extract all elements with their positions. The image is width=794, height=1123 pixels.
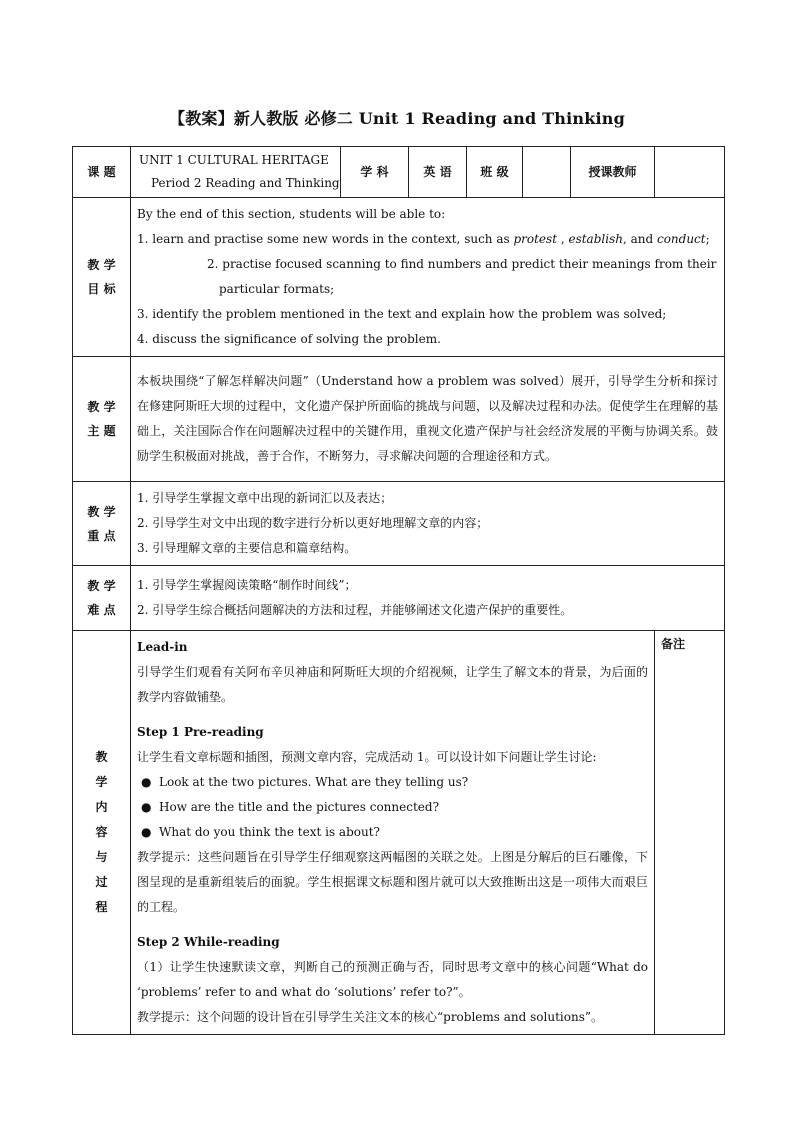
step2-title: Step 2 While-reading (137, 935, 280, 949)
objectives-label: 教 学 目 标 (73, 198, 131, 357)
teacher-value (655, 147, 725, 198)
key-points-label: 教 学 重 点 (73, 482, 131, 566)
leadin-text: 引导学生们观看有关阿布辛贝神庙和阿斯旺大坝的介绍视频，让学生了解文本的背景，为后面的教学内容做铺垫。 (137, 665, 648, 704)
objective-item-2: 2. practise focused scanning to find numbers and predict their meanings from their (207, 257, 717, 271)
topic-line1: UNIT 1 CULTURAL HERITAGE (139, 153, 329, 167)
difficulties-content (131, 566, 725, 631)
notes-label: 备注 (655, 631, 725, 1035)
objectives-row (73, 198, 725, 357)
theme-content: 本板块围绕“了解怎样解决问题”（Understand how a problem was solved）展开，引导学生分析和探讨在修建阿斯旺大坝的过程中，文化遗产保护所面临的挑战与问题，以及解决过程和办法。促使学生在理解的基础上，关注国际合作在问题解决过程中的关键作用，重视文化遗产保护与社会经济发展的平衡与协调关系。鼓励学生积极面对挑战，善于合作，不断努力，寻求解决问题的合理途径和方式。 (131, 357, 725, 482)
topic-value (131, 147, 341, 198)
process-label: 教 学 内 容 与 过 程 (73, 631, 131, 1035)
difficulties-label: 教 学 难 点 (73, 566, 131, 631)
key-points-content (131, 482, 725, 566)
process-row (73, 631, 725, 1035)
page-title: 【教案】新人教版 必修二 Unit 1 Reading and Thinking (169, 109, 625, 128)
subject-value: 英 语 (409, 147, 467, 198)
difficulties-row (73, 566, 725, 631)
theme-row (73, 357, 725, 482)
class-value (523, 147, 571, 198)
key-point-item: 2. 引导学生对文中出现的数字进行分析以更好地理解文章的内容； (137, 516, 489, 530)
difficulty-item: 1. 引导学生掌握阅读策略“制作时间线”； (137, 578, 357, 592)
objective-item-1: 1. learn and practise some new words in the context, such as protest , establish, and conduct; (137, 232, 710, 246)
teacher-label: 授课教师 (571, 147, 655, 198)
step1-tip: 教学提示：这些问题旨在引导学生仔细观察这两幅图的关联之处。上图是分解后的巨石雕像，下图呈现的是重新组装后的面貌。学生根据课文标题和图片就可以大致推断出这是一项伟大而艰巨的工程。 (137, 850, 648, 914)
step1-bullet: ● Look at the two pictures. What are they telling us? (141, 775, 469, 789)
step1-text: 让学生看文章标题和插图，预测文章内容，完成活动 1。可以设计如下问题让学生讨论: (137, 750, 597, 764)
objective-item-2-cont: particular formats; (219, 282, 335, 296)
objective-item-3: 3. identify the problem mentioned in the text and explain how the problem was solved; (137, 307, 667, 321)
topic-line2: Period 2 Reading and Thinking (151, 176, 340, 190)
leadin-title: Lead-in (137, 640, 188, 654)
theme-label: 教 学 主 题 (73, 357, 131, 482)
key-points-row (73, 482, 725, 566)
difficulty-item: 2. 引导学生综合概括问题解决的方法和过程，并能够阐述文化遗产保护的重要性。 (137, 603, 573, 617)
step1-title: Step 1 Pre-reading (137, 725, 264, 739)
step2-tip: 教学提示：这个问题的设计旨在引导学生关注文本的核心“problems and solutions”。 (137, 1010, 603, 1024)
step1-bullet: ● How are the title and the pictures connected? (141, 800, 439, 814)
subject-label: 学 科 (341, 147, 409, 198)
objective-item-4: 4. discuss the significance of solving the problem. (137, 332, 441, 346)
header-row (73, 147, 725, 198)
class-label: 班 级 (467, 147, 523, 198)
process-content (131, 631, 655, 1035)
key-point-item: 3. 引导理解文章的主要信息和篇章结构。 (137, 541, 357, 555)
step1-bullet: ● What do you think the text is about? (141, 825, 380, 839)
lesson-plan-table (72, 146, 725, 1035)
topic-label: 课 题 (73, 147, 131, 198)
step2-text: （1）让学生快速默读文章，判断自己的预测正确与否，同时思考文章中的核心问题“What do ‘problems’ refer to and what do ‘solutions’ refer to?”。 (137, 960, 648, 999)
objectives-intro: By the end of this section, students will be able to: (137, 207, 446, 221)
objectives-content (131, 198, 725, 357)
key-point-item: 1. 引导学生掌握文章中出现的新词汇以及表达； (137, 491, 393, 505)
